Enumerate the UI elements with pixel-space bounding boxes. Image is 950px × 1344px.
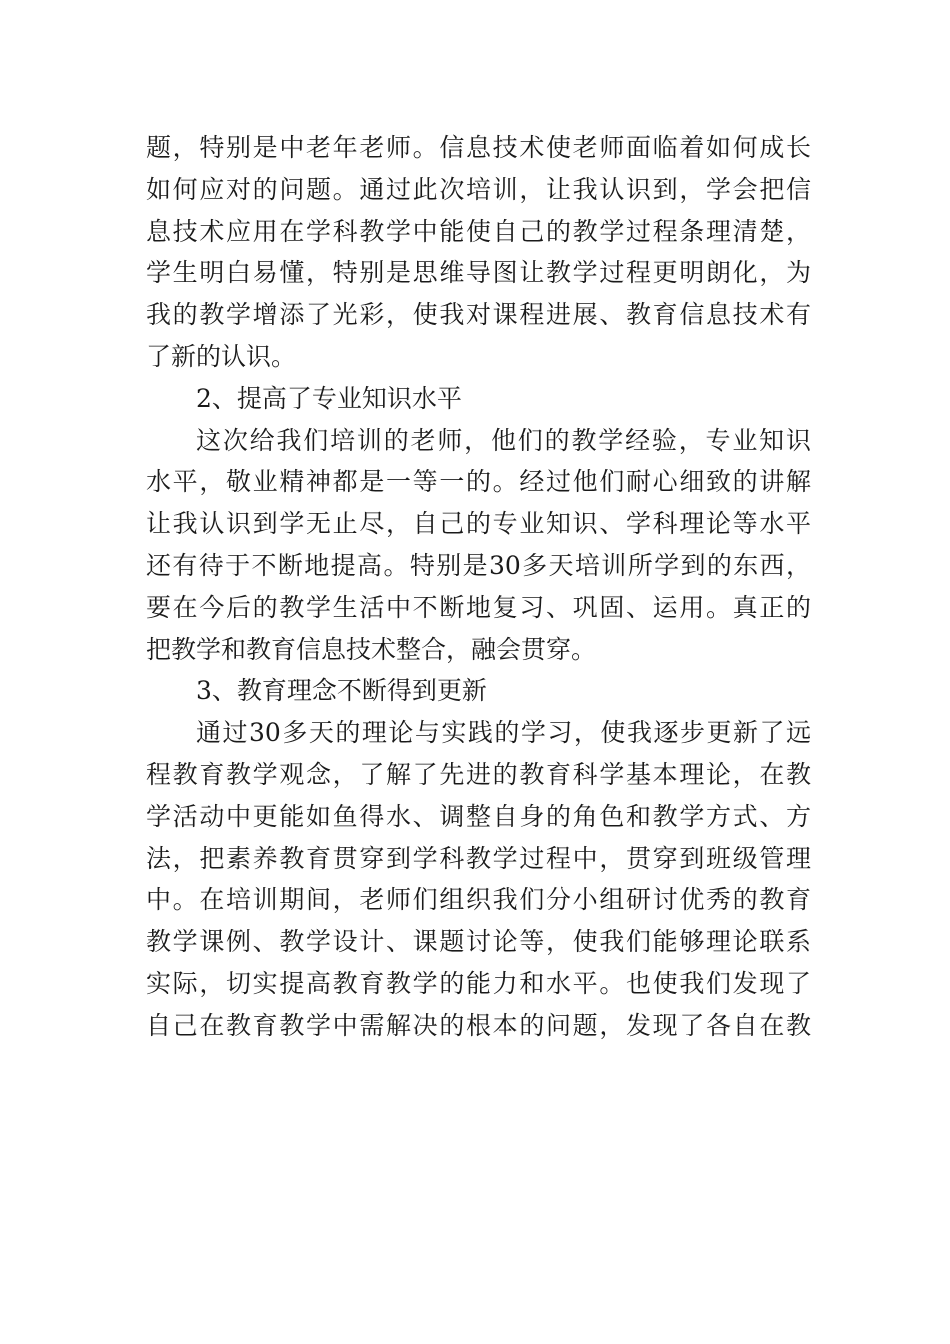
- text-line: 题，特别是中老年老师。信息技术使老师面临着如何成长: [146, 133, 811, 162]
- text-line: 还有待于不断地提高。特别是30多天培训所学到的东西，: [146, 550, 811, 580]
- text-line: 实际，切实提高教育教学的能力和水平。也使我们发现了: [146, 968, 811, 998]
- text-line: 息技术应用在学科教学中能使自己的教学过程条理清楚，: [146, 216, 811, 246]
- text-line: 学生明白易懂，特别是思维导图让教学过程更明朗化，为: [146, 258, 811, 288]
- text-line: 学活动中更能如鱼得水、调整自身的角色和教学方式、方: [146, 801, 811, 831]
- text-line: 把教学和教育信息技术整合，融会贯穿。: [146, 634, 597, 664]
- text-line: 自己在教育教学中需解决的根本的问题，发现了各自在教: [146, 1010, 811, 1040]
- text-line: 了新的认识。: [146, 341, 297, 371]
- section-heading: 2、提高了专业知识水平: [196, 383, 462, 413]
- text-line: 中。在培训期间，老师们组织我们分小组研讨优秀的教育: [146, 885, 811, 915]
- text-line: 教学课例、教学设计、课题讨论等，使我们能够理论联系: [146, 927, 811, 957]
- text-line: 如何应对的问题。通过此次培训，让我认识到，学会把信: [146, 174, 811, 204]
- text-line: 程教育教学观念，了解了先进的教育科学基本理论，在教: [146, 759, 811, 789]
- text-line: 法，把素养教育贯穿到学科教学过程中，贯穿到班级管理: [146, 843, 811, 873]
- text-line: 让我认识到学无止尽，自己的专业知识、学科理论等水平: [146, 509, 811, 539]
- section-heading: 3、教育理念不断得到更新: [196, 676, 487, 706]
- body-text: [146, 127, 811, 1047]
- text-line: 我的教学增添了光彩，使我对课程进展、教育信息技术有: [146, 300, 811, 330]
- text-line: 通过30多天的理论与实践的学习，使我逐步更新了远: [196, 718, 811, 748]
- text-line: 要在今后的教学生活中不断地复习、巩固、运用。真正的: [146, 592, 811, 622]
- text-line: 这次给我们培训的老师，他们的教学经验，专业知识: [196, 425, 811, 455]
- text-line: 水平，敬业精神都是一等一的。经过他们耐心细致的讲解: [146, 467, 811, 497]
